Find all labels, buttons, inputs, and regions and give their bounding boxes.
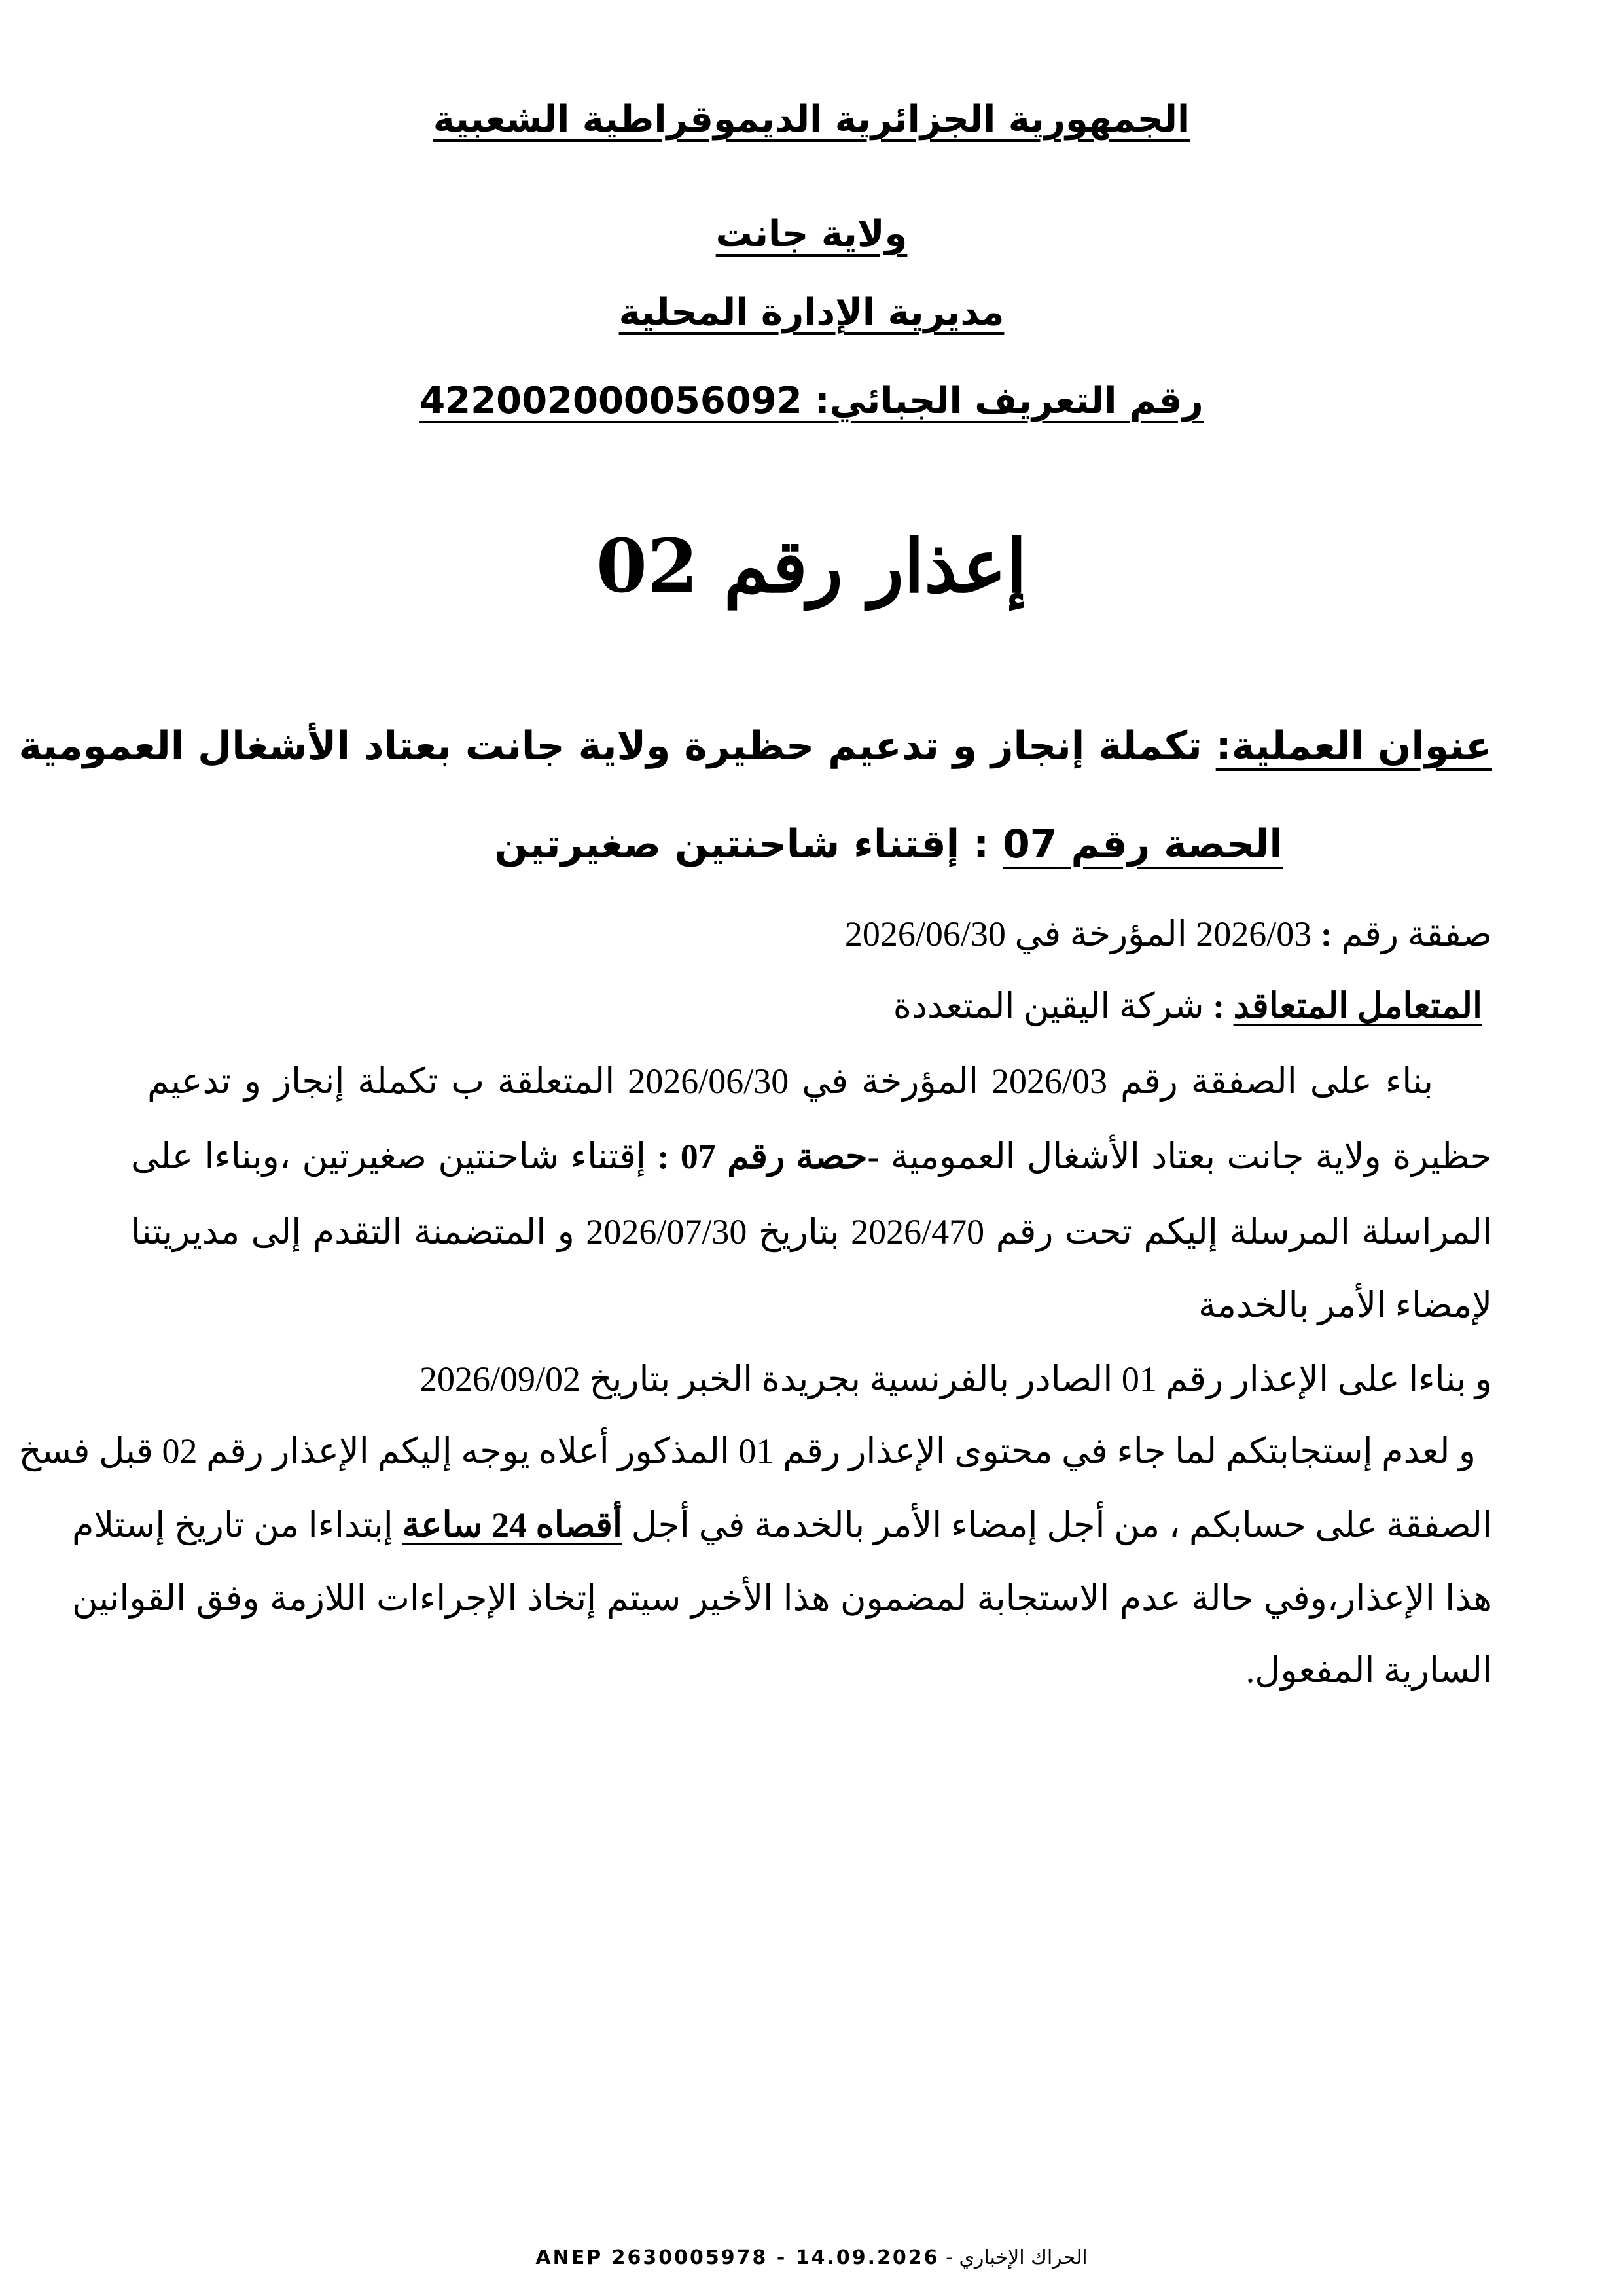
deal-number: 2026/03 xyxy=(1196,914,1312,954)
deal-separator: : xyxy=(1320,914,1332,954)
deal-dated-label: المؤرخة في xyxy=(1014,914,1187,954)
lot-separator: : xyxy=(973,821,990,867)
body-p1-line4: لإمضاء الأمر بالخدمة xyxy=(1198,1285,1492,1325)
body-p3-line1: و لعدم إستجابتكم لما جاء في محتوى الإعذار رقم 01 المذكور أعلاه يوجه إليكم الإعذار رقم 02 قبل فسخ xyxy=(18,1431,1476,1471)
contractor-name: شركة اليقين المتعددة xyxy=(893,986,1204,1026)
footer-ref: ANEP 2630005978 - 14.09.2026 xyxy=(535,2246,940,2269)
lot-reference: حصة رقم 07 : xyxy=(657,1137,868,1176)
deadline-highlight: أقصاه 24 ساعة xyxy=(402,1505,622,1545)
contractor-line xyxy=(131,985,1482,1026)
body-p3-line3: هذا الإعذار،وفي حالة عدم الاستجابة لمضمون هذا الأخير سيتم إتخاذ الإجراءات اللازمة وفق القوانين xyxy=(72,1579,1492,1618)
operation-text: تكملة إنجاز و تدعيم حظيرة ولاية جانت بعتاد الأشغال العمومية xyxy=(18,723,1202,769)
operation-label: عنوان العملية: xyxy=(1215,723,1492,769)
contractor-separator: : xyxy=(1213,986,1225,1026)
deal-label: صفقة رقم xyxy=(1341,914,1492,954)
footer-source: الحراك الإخباري xyxy=(959,2246,1088,2269)
lot-line xyxy=(131,821,1283,867)
tax-id-label: رقم التعريف الجبائي: xyxy=(815,380,1204,422)
body-p1-line2: حظيرة ولاية جانت بعتاد الأشغال العمومية -حصة رقم 07 : إقتناء شاحنتين صغيرتين ،وبناءا على xyxy=(131,1137,1492,1176)
body-p3-line2: الصفقة على حسابكم ، من أجل إمضاء الأمر بالخدمة في أجل أقصاه 24 ساعة إبتداءا من تاريخ إستلام xyxy=(72,1505,1493,1545)
lot-label: الحصة رقم xyxy=(1071,821,1283,867)
contractor-label: المتعامل المتعاقد xyxy=(1233,986,1482,1026)
footer-reference: ANEP 2630005978 - 14.09.2026 - الحراك الإخباري xyxy=(535,2246,1088,2269)
notice-title: إعذار رقم 02 xyxy=(596,524,1027,609)
body-p3-line4: السارية المفعول. xyxy=(1245,1651,1492,1690)
directorate-heading: مديرية الإدارة المحلية xyxy=(618,291,1005,334)
body-p2: و بناءا على الإعذار رقم 01 الصادر بالفرنسية بجريدة الخبر بتاريخ 2026/09/02 xyxy=(419,1359,1492,1399)
wilaya-heading: ولاية جانت xyxy=(715,213,908,255)
body-p1-line3: المراسلة المرسلة إليكم تحت رقم 2026/470 بتاريخ 2026/07/30 و المتضمنة التقدم إلى مديريتنا xyxy=(131,1212,1492,1251)
operation-title-line xyxy=(18,723,1492,769)
lot-number: 07 xyxy=(1002,821,1058,867)
tax-id-value: 422002000056092 xyxy=(419,380,802,422)
deal-line xyxy=(131,913,1492,954)
lot-text: إقتناء شاحنتين صغيرتين xyxy=(494,821,960,867)
tax-id-line xyxy=(0,380,1623,422)
deal-date: 2026/06/30 xyxy=(844,914,1006,954)
republic-heading: الجمهورية الجزائرية الديموقراطية الشعبية xyxy=(433,98,1190,141)
body-p1-line1: بناء على الصفقة رقم 2026/03 المؤرخة في 2026/06/30 المتعلقة ب تكملة إنجاز و تدعيم xyxy=(147,1062,1433,1101)
